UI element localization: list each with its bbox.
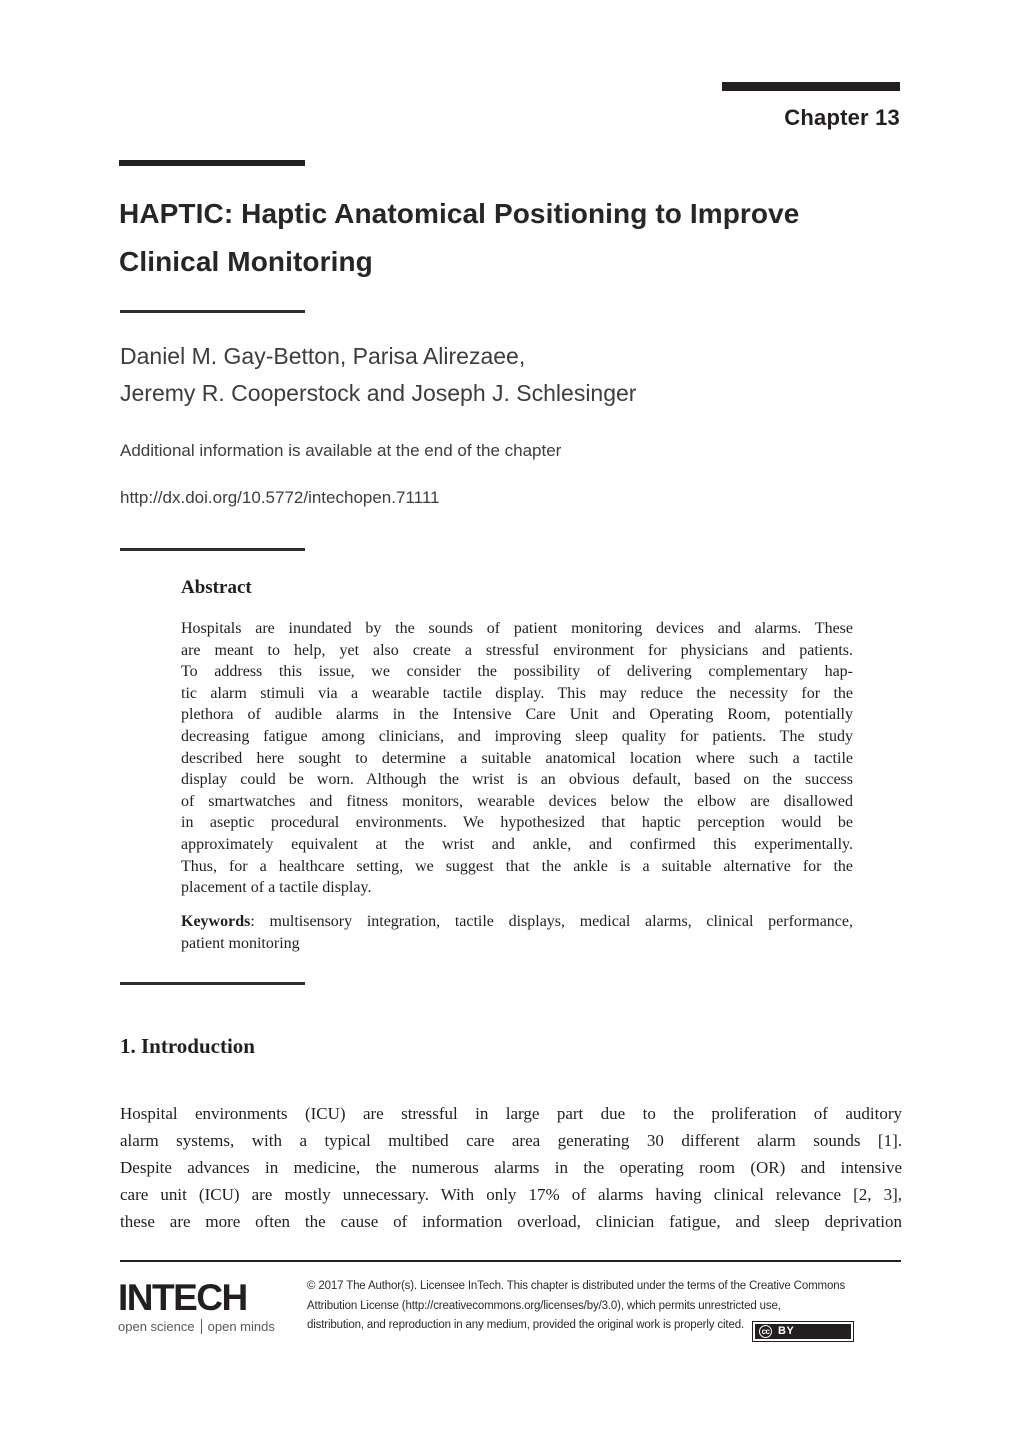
title-accent-bar	[119, 160, 305, 166]
abstract-text-line: Hospitals are inundated by the sounds of patient monitoring devices and alarms. These	[181, 620, 853, 637]
abstract-heading: Abstract	[181, 577, 252, 598]
abstract-text-line: display could be worn. Although the wrist is an obvious default, based on the success	[181, 771, 853, 789]
keywords-text-line	[181, 911, 853, 933]
abstract-text-line: placement of a tactile display.	[181, 879, 372, 897]
keywords-label: Keywords	[181, 913, 251, 930]
introduction-paragraph	[120, 1100, 902, 1235]
abstract-text-line: of smartwatches and fitness monitors, wearable devices below the elbow are disallowed	[181, 792, 853, 810]
license-line	[307, 1316, 854, 1342]
introduction-text-line: Despite advances in medicine, the numerous alarms in the operating room (OR) and intensive	[120, 1158, 902, 1177]
intech-logo-wordmark: INTECH	[118, 1277, 247, 1318]
tagline-divider	[201, 1319, 202, 1334]
abstract-text-line: To address this issue, we consider the possibility of delivering complementary hap-	[181, 663, 853, 681]
abstract-text-line: in aseptic procedural environments. We hypothesized that haptic perception would be	[181, 814, 853, 832]
chapter-title	[119, 190, 909, 286]
introduction-text-line: Hospital environments (ICU) are stressful in large part due to the proliferation of auditory	[120, 1104, 902, 1123]
introduction-divider-rule	[120, 982, 305, 985]
additional-info-note: Additional information is available at the end of the chapter	[120, 441, 562, 460]
keywords-paragraph	[181, 911, 853, 954]
tagline-open-science: open science	[118, 1319, 195, 1334]
introduction-text-line: alarm systems, with a typical multibed care area generating 30 different alarm sounds [1].	[120, 1131, 902, 1150]
license-line: Attribution License (http://creativecommons.org/licenses/by/3.0), which permits unrestricted use,	[307, 1299, 781, 1312]
license-text	[307, 1277, 854, 1342]
keywords-list: : multisensory integration, tactile displays, medical alarms, clinical performance,	[250, 913, 853, 930]
title-divider-rule	[120, 310, 305, 313]
chapter-title-line: HAPTIC: Haptic Anatomical Positioning to Improve	[119, 198, 800, 229]
authors-line: Daniel M. Gay-Betton, Parisa Alirezaee,	[120, 343, 526, 369]
authors	[120, 338, 636, 412]
abstract-text-line: approximately equivalent at the wrist and ankle, and confirmed this experimentally.	[181, 835, 853, 853]
abstract-text-line: are meant to help, yet also create a stressful environment for physicians and patients.	[181, 641, 853, 659]
license-line-text: distribution, and reproduction in any medium, provided the original work is properly cited.	[307, 1319, 745, 1331]
cc-by-label: BY	[778, 1325, 795, 1337]
cc-icon: cc	[759, 1325, 772, 1338]
abstract-text-line: described here sought to determine a suitable anatomical location where such a tactile	[181, 749, 853, 767]
tagline-open-minds: open minds	[207, 1319, 275, 1334]
abstract-text-line: decreasing fatigue among clinicians, and improving sleep quality for patients. The study	[181, 727, 853, 745]
abstract-text-line: Thus, for a healthcare setting, we suggest that the ankle is a suitable alternative for the	[181, 857, 853, 875]
chapter-title-line: Clinical Monitoring	[119, 246, 373, 277]
doi-link[interactable]: http://dx.doi.org/10.5772/intechopen.71111	[120, 488, 440, 507]
introduction-text-line: these are more often the cause of information overload, clinician fatigue, and sleep deprivation	[120, 1212, 902, 1231]
license-line: © 2017 The Author(s). Licensee InTech. This chapter is distributed under the terms of the Creative Commons	[307, 1280, 846, 1292]
abstract-paragraph	[181, 618, 853, 899]
footer-rule	[120, 1260, 901, 1262]
chapter-header-bar	[722, 82, 900, 91]
intech-logo	[118, 1279, 308, 1334]
authors-line: Jeremy R. Cooperstock and Joseph J. Schlesinger	[120, 380, 637, 406]
chapter-number-label: Chapter 13	[784, 105, 900, 130]
abstract-text-line: plethora of audible alarms in the Intensive Care Unit and Operating Room, potentially	[181, 706, 853, 724]
keywords-text-line: patient monitoring	[181, 934, 300, 952]
introduction-text-line: care unit (ICU) are mostly unnecessary. With only 17% of alarms having clinical relevance [2, 3],	[120, 1185, 902, 1204]
intech-logo-tagline	[118, 1319, 308, 1334]
abstract-divider-rule	[120, 548, 305, 551]
cc-by-badge[interactable]	[752, 1321, 854, 1342]
introduction-heading: 1. Introduction	[120, 1034, 255, 1058]
abstract-text-line: tic alarm stimuli via a wearable tactile display. This may reduce the necessity for the	[181, 684, 853, 702]
